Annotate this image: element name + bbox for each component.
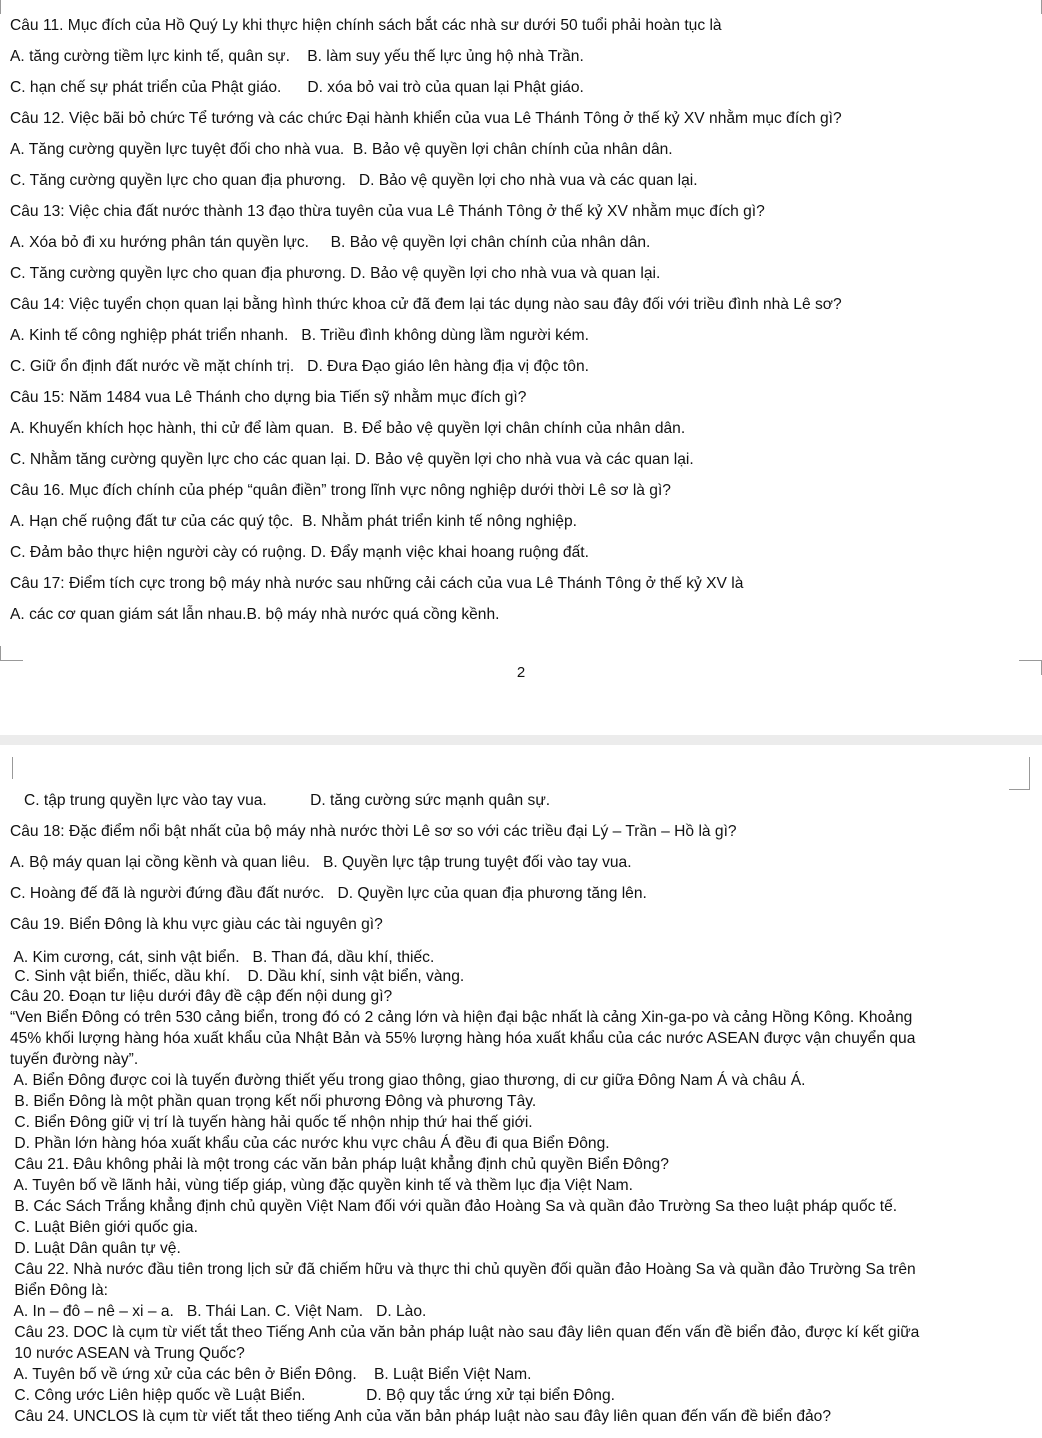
question-14: Câu 14: Việc tuyển chọn quan lại bằng hình thức khoa cử đã đem lại tác dụng nào sau đây đối với triều đình nhà Lê sơ?: [10, 296, 842, 313]
answer-line: C. Tăng cường quyền lực cho quan địa phương. D. Bảo vệ quyền lợi cho nhà vua và các quan lại.: [10, 172, 698, 189]
quote-line: 45% khối lượng hàng hóa xuất khẩu của Nhật Bản và 55% lượng hàng hóa xuất khẩu của các nước ASEAN được vận chuyển qua: [10, 1030, 916, 1047]
answer-line: A. Tăng cường quyền lực tuyệt đối cho nhà vua. B. Bảo vệ quyền lợi chân chính của nhân dân.: [10, 141, 673, 158]
answer-line: A. tăng cường tiềm lực kinh tế, quân sự. B. làm suy yếu thế lực ủng hộ nhà Trần.: [10, 48, 584, 65]
answer-line: D. Phần lớn hàng hóa xuất khẩu của các nước khu vực châu Á đều đi qua Biển Đông.: [10, 1135, 610, 1152]
quote-line: tuyến đường này”.: [10, 1051, 139, 1068]
question-11: Câu 11. Mục đích của Hồ Quý Ly khi thực hiện chính sách bắt các nhà sư dưới 50 tuổi phải hoàn tục là: [10, 17, 722, 34]
page-separator: [0, 735, 1042, 745]
answer-line: A. Bộ máy quan lại cồng kềnh và quan liêu. B. Quyền lực tập trung tuyệt đối vào tay vua.: [10, 854, 632, 871]
answer-line: A. Hạn chế ruộng đất tư của các quý tộc. B. Nhằm phát triển kinh tế nông nghiệp.: [10, 513, 577, 530]
question-16: Câu 16. Mục đích chính của phép “quân điền” trong lĩnh vực nông nghiệp dưới thời Lê sơ là gì?: [10, 482, 671, 499]
answer-line: A. Khuyến khích học hành, thi cử để làm quan. B. Để bảo vệ quyền lợi chân chính của nhân dân.: [10, 420, 686, 437]
question-12: Câu 12. Việc bãi bỏ chức Tể tướng và các chức Đại hành khiển của vua Lê Thánh Tông ở thế kỷ XV nhằm mục đích gì?: [10, 110, 842, 127]
answer-line: A. Xóa bỏ đi xu hướng phân tán quyền lực. B. Bảo vệ quyền lợi chân chính của nhân dân.: [10, 234, 651, 251]
answer-line: C. Giữ ổn định đất nước về mặt chính trị. D. Đưa Đạo giáo lên hàng địa vị độc tôn.: [10, 358, 589, 375]
question-15: Câu 15: Năm 1484 vua Lê Thánh cho dựng bia Tiến sỹ nhằm mục đích gì?: [10, 389, 527, 406]
document-page-2: [0, 745, 1042, 1438]
answer-line: C. hạn chế sự phát triển của Phật giáo. D. xóa bỏ vai trò của quan lại Phật giáo.: [10, 79, 584, 96]
answer-line: C. Công ước Liên hiệp quốc về Luật Biển. D. Bộ quy tắc ứng xử tại biển Đông.: [10, 1387, 615, 1404]
answer-line: A. Kim cương, cát, sinh vật biển. B. Than đá, dầu khí, thiếc.: [10, 949, 435, 966]
answer-line: C. Nhằm tăng cường quyền lực cho các quan lại. D. Bảo vệ quyền lợi cho nhà vua và các quan lại.: [10, 451, 694, 468]
page-number: 2: [516, 664, 526, 681]
question-20: Câu 20. Đoạn tư liệu dưới đây đề cập đến nội dung gì?: [10, 988, 393, 1005]
crop-mark: [1019, 0, 1042, 14]
quote-line: “Ven Biển Đông có trên 530 cảng biển, trong đó có 2 cảng lớn và hiện đại bậc nhất là cảng Xin-ga-po và cảng Hồng Kông. Khoảng: [10, 1009, 913, 1026]
crop-mark: [1009, 757, 1030, 790]
answer-line: A. Kinh tế công nghiệp phát triển nhanh. B. Triều đình không dùng lầm người kém.: [10, 327, 589, 344]
question-18: Câu 18: Đặc điểm nổi bật nhất của bộ máy nhà nước thời Lê sơ so với các triều đại Lý – Trần – Hồ là gì?: [10, 823, 737, 840]
answer-line: C. Biển Đông giữ vị trí là tuyến hàng hải quốc tế nhộn nhịp thứ hai thế giới.: [10, 1114, 533, 1131]
answer-line: D. Luật Dân quân tự vệ.: [10, 1240, 181, 1257]
answer-line: C. Sinh vật biển, thiếc, dầu khí. D. Dầu khí, sinh vật biển, vàng.: [10, 968, 465, 985]
answer-line: B. Các Sách Trắng khẳng định chủ quyền Việt Nam đối với quần đảo Hoàng Sa và quần đảo Trường Sa theo luật pháp quốc tế.: [10, 1198, 898, 1215]
crop-mark: [0, 0, 23, 14]
crop-mark: [0, 646, 23, 661]
answer-line: A. Tuyên bố về lãnh hải, vùng tiếp giáp, vùng đặc quyền kinh tế và thềm lục địa Việt Nam.: [10, 1177, 633, 1194]
question-19: Câu 19. Biển Đông là khu vực giàu các tài nguyên gì?: [10, 916, 383, 933]
answer-line: A. Biển Đông được coi là tuyến đường thiết yếu trong giao thông, giao thương, di cư giữa Đông Nam Á và châu Á.: [10, 1072, 806, 1089]
question-22: Câu 22. Nhà nước đầu tiên trong lịch sử đã chiếm hữu và thực thi chủ quyền đối quần đảo Hoàng Sa và quần đảo Trường Sa trên: [10, 1261, 916, 1278]
question-24: Câu 24. UNCLOS là cụm từ viết tắt theo tiếng Anh của văn bản pháp luật nào sau đây liên quan đến vấn đề biển đảo?: [10, 1408, 832, 1425]
question-17: Câu 17: Điểm tích cực trong bộ máy nhà nước sau những cải cách của vua Lê Thánh Tông ở thế kỷ XV là: [10, 575, 744, 592]
answer-line: C. Tăng cường quyền lực cho quan địa phương. D. Bảo vệ quyền lợi cho nhà vua và quan lại.: [10, 265, 661, 282]
answer-line: C. tập trung quyền lực vào tay vua. D. tăng cường sức mạnh quân sự.: [24, 792, 551, 809]
answer-line: A. In – đô – nê – xi – a. B. Thái Lan. C. Việt Nam. D. Lào.: [10, 1303, 427, 1320]
question-23-cont: 10 nước ASEAN và Trung Quốc?: [10, 1345, 245, 1362]
question-13: Câu 13: Việc chia đất nước thành 13 đạo thừa tuyên của vua Lê Thánh Tông ở thế kỷ XV nhằm mục đích gì?: [10, 203, 765, 220]
answer-line: A. các cơ quan giám sát lẫn nhau.B. bộ máy nhà nước quá cồng kềnh.: [10, 606, 500, 623]
crop-mark: [12, 757, 23, 779]
answer-line: C. Đảm bảo thực hiện người cày có ruộng. D. Đẩy mạnh việc khai hoang ruộng đất.: [10, 544, 589, 561]
answer-line: C. Luật Biên giới quốc gia.: [10, 1219, 198, 1236]
question-22-cont: Biển Đông là:: [10, 1282, 108, 1299]
answer-line: A. Tuyên bố về ứng xử của các bên ở Biển Đông. B. Luật Biển Việt Nam.: [10, 1366, 532, 1383]
answer-line: C. Hoàng đế đã là người đứng đầu đất nước. D. Quyền lực của quan địa phương tăng lên.: [10, 885, 647, 902]
question-23: Câu 23. DOC là cụm từ viết tắt theo Tiếng Anh của văn bản pháp luật nào sau đây liên quan đến vấn đề biển đảo, được kí kết giữa: [10, 1324, 920, 1341]
answer-line: B. Biển Đông là một phần quan trọng kết nối phương Đông và phương Tây.: [10, 1093, 537, 1110]
question-21: Câu 21. Đâu không phải là một trong các văn bản pháp luật khẳng định chủ quyền Biển Đông?: [10, 1156, 669, 1173]
